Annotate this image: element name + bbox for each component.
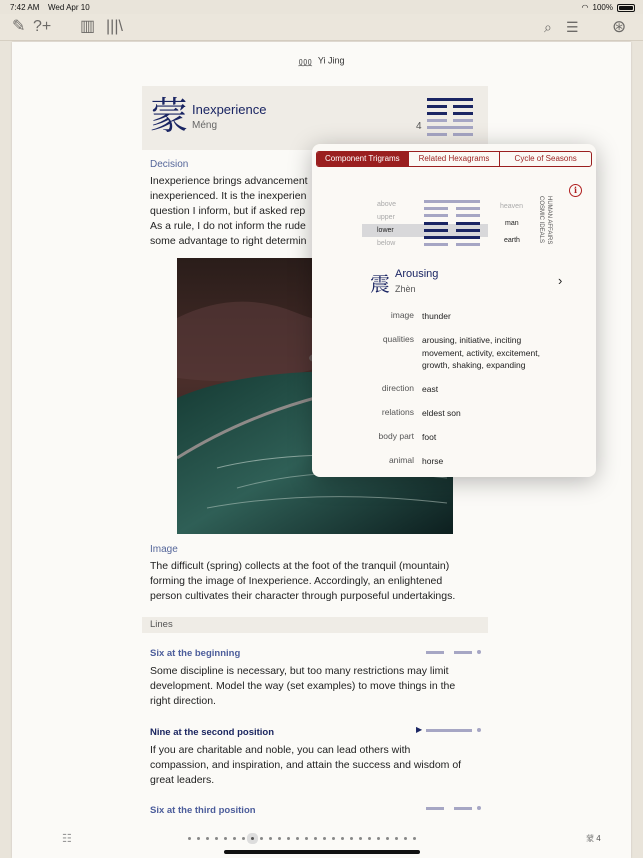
tab-component-trigrams[interactable]: Component Trigrams (317, 152, 409, 166)
page-dot[interactable] (206, 837, 209, 840)
page-dot[interactable] (386, 837, 389, 840)
document-title: ⅏ Yi Jing (298, 54, 345, 69)
chevron-right-icon[interactable]: › (558, 273, 563, 288)
hexagram-number: 4 (416, 121, 422, 132)
line-title-3[interactable]: Six at the third position (150, 805, 256, 816)
tab-cycle-of-seasons[interactable]: Cycle of Seasons (514, 154, 577, 163)
hexagram-symbol[interactable] (427, 98, 473, 134)
page-indicator[interactable] (188, 837, 419, 840)
info-icon[interactable]: i (569, 184, 582, 197)
page-dot[interactable] (323, 837, 326, 840)
page-dot[interactable] (260, 837, 263, 840)
line-text-2: If you are charitable and noble, you can lead others with compassion, and inspiration, and attain the success and wisdom of great leaders. (150, 744, 462, 786)
page-dot[interactable] (350, 837, 353, 840)
page-dot[interactable] (332, 837, 335, 840)
page-dot[interactable] (233, 837, 236, 840)
hexagram-character: 蒙 (150, 94, 189, 138)
page-label: 蒙 4 (586, 834, 601, 843)
book-icon[interactable]: ▥ (80, 18, 96, 35)
page-dot[interactable] (395, 837, 398, 840)
library-icon[interactable]: |||\ (106, 18, 123, 35)
page-dot[interactable] (314, 837, 317, 840)
trigram-character: 震 (370, 272, 390, 296)
line-symbol-3[interactable] (426, 807, 482, 811)
page-dot[interactable] (224, 837, 227, 840)
page-dot[interactable] (296, 837, 299, 840)
page-dot[interactable] (251, 837, 254, 840)
trigram-name: Arousing (395, 268, 439, 280)
page-dot[interactable] (287, 837, 290, 840)
line-symbol-2[interactable] (416, 725, 482, 734)
compose-icon[interactable]: ✎ (12, 18, 26, 35)
image-text: The difficult (spring) collects at the foot of the tranquil (mountain) forming the image of Inexperience. Accordingly, an enlightened person cultivates their character through purposeful undertakings. (150, 560, 456, 602)
popover-tabs (316, 151, 592, 167)
line-symbol-1[interactable] (426, 651, 482, 655)
trigram-diagram: above upper lower below heaven man earth COSMIC IDEALS HUMAN AFFAIRS (362, 198, 562, 252)
help-icon[interactable]: ?+ (33, 18, 52, 35)
search-icon[interactable]: ⌕ (544, 19, 552, 35)
hexagram-header (142, 86, 488, 150)
tab-related-hexagrams[interactable]: Related Hexagrams (409, 152, 501, 166)
page-dot[interactable] (278, 837, 281, 840)
image-heading: Image (150, 544, 178, 555)
battery-label: 100% (592, 3, 613, 12)
lines-header: Lines (142, 617, 488, 633)
trigram-row[interactable] (312, 262, 596, 302)
list-icon[interactable]: ☰ (566, 19, 579, 35)
home-indicator[interactable] (224, 850, 420, 854)
page-dot[interactable] (377, 837, 380, 840)
line-title-2[interactable]: Nine at the second position (150, 727, 275, 738)
wifi-icon: ◠ (581, 3, 589, 12)
toolbar (0, 14, 643, 41)
line-title-1[interactable]: Six at the beginning (150, 648, 241, 659)
battery-icon (617, 4, 635, 12)
page-dot[interactable] (404, 837, 407, 840)
settings-icon[interactable]: ⊛ (612, 17, 627, 36)
page-dot[interactable] (359, 837, 362, 840)
page-dot[interactable] (215, 837, 218, 840)
decision-heading: Decision (150, 159, 189, 170)
status-date: Wed Apr 10 (48, 3, 90, 12)
yijing-logo-icon: ⅏ (298, 54, 312, 69)
status-bar (0, 0, 643, 14)
hexagram-name: Inexperience (192, 102, 267, 117)
page-dot[interactable] (413, 837, 416, 840)
page-dot[interactable] (269, 837, 272, 840)
page-dot[interactable] (305, 837, 308, 840)
page-dot[interactable] (341, 837, 344, 840)
page-dot[interactable] (368, 837, 371, 840)
trigram-pinyin: Zhèn (395, 284, 416, 294)
decision-text: Inexperience brings advancement inexperienced. It is the inexperien question I inform, but if asked rep As a rule, I do not inform the rude some advantage to right determin (150, 175, 308, 247)
status-time: 7:42 AM (10, 3, 40, 12)
page-dot[interactable] (188, 837, 191, 840)
play-icon[interactable]: ▶ (416, 725, 423, 734)
page-dot[interactable] (242, 837, 245, 840)
hexagram-pinyin: Méng (192, 120, 218, 131)
trigram-popover: Component Trigrams Related Hexagrams Cycle of Seasons i above upper lower below heaven man earth COSMIC IDEALS HUMAN AFFAIRS 震 Arousing Zhèn › image thunder qualities arousing, initiative, inciting movement, activity, excitement, growth, shaking, expanding direction east relations eldest son body part foot animal horse (312, 144, 596, 477)
page-dot[interactable] (197, 837, 200, 840)
line-text-1: Some discipline is necessary, but too many restrictions may limit development. Model the way (set examples) to move things in the right direction. (150, 665, 456, 707)
contents-list-icon[interactable]: ☷ (62, 833, 72, 845)
